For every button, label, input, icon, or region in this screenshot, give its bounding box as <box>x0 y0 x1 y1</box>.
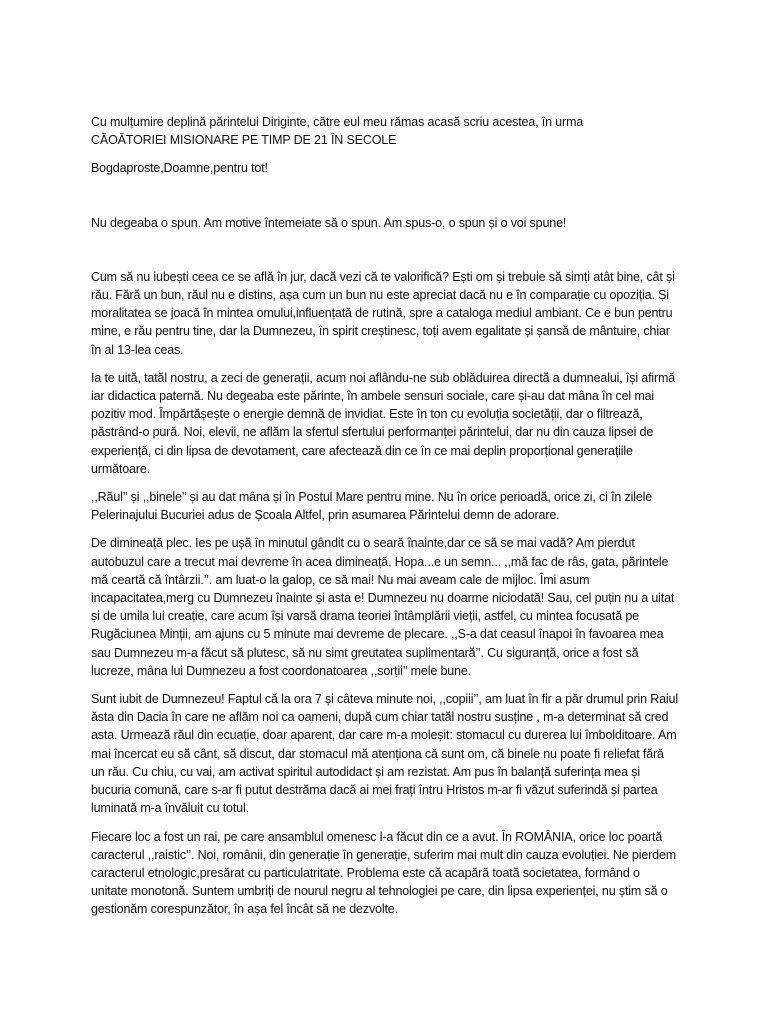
opening-statement: Nu degeaba o spun. Am motive întemeiate să o spun. Am spus-o, o spun și o voi spune! <box>91 215 567 230</box>
intro-line-2: CĂOĂTORIEI MISIONARE PE TIMP DE 21 ÎN SECOLE <box>91 133 397 148</box>
blessing-line: Bogdaproste,Doamne,pentru tot! <box>91 161 268 176</box>
document-body <box>91 113 679 929</box>
body-paragraph-1: Cum să nu iubești ceea ce se află în jur, dacă vezi că te valorifică? Ești om și trebuie să simți atât bine, cât și rău. Fără un bun, răul nu e distins, așa cum un bun nu este apreciat dacă nu e în comparație cu opoziția. Și moralitatea se joacă în mintea omului,influențată de rutină, spre a cataloga mediul ambiant. Ce e bun pentru mine, e rău pentru tine, dar la Dumnezeu, în spirit creștinesc, toți avem egalitate și șansă de mântuire, chiar în al 13-lea ceas. <box>91 269 675 357</box>
body-paragraph-2: Ia te uită, tatăl nostru, a zeci de generații, acum noi aflându-ne sub oblăduirea directă a dumnealui, își afirmă iar didactica paternă. Nu degeaba este părinte, în ambele sensuri sociale, care și-au dat mâna în cel mai pozitiv mod. Împărtășește o energie demnă de invidiat. Este în ton cu evoluția societății, dar o filtrează, păstrând-o pură. Noi, elevii, ne aflăm la sfertul sfertului performanței părintelui, dar nu din cauza lipsei de experiență, ci din lipsa de devotament, care afectează din ce în ce mai deplin proporțional generațiile următoare. <box>91 370 676 476</box>
body-paragraph-3: ,,Răul’’ și ,,binele’’ și au dat mâna și în Postul Mare pentru mine. Nu în orice perioadă, orice zi, ci în zilele Pelerinajului Bucuriei adus de Școala Altfel, prin asumarea Părintelui demn de adorare. <box>91 490 653 523</box>
intro-dedication <box>91 113 679 149</box>
body-paragraph-4: De dimineață plec. Ies pe ușă în minutul gândit cu o seară înainte,dar ce să se mai vadă? Am pierdut autobuzul care a trecut mai devreme în acea dimineață. Hopa...e un semn... ,,mă fac de râs, gata, părintele mă ceartă că întârzii.’’. am luat-o la galop, ce să mai! Nu mai aveam cale de mijloc. Îmi asum incapacitatea,merg cu Dumnezeu înainte și asta e! Dumnezeu nu doarme niciodată! Sau, cel puțin nu a uitat și de umila lui creație, care acum își varsă drama teoriei întâmplării vieții, astfel, cu mintea focusată pe Rugăciunea Minții, am ajuns cu 5 minute mai devreme de plecare. ,,S-a dat ceasul înapoi în favoarea mea sau Dumnezeu m-a făcut să plutesc, să nu simt greutatea suplimentară’’. Cu siguranță, orice a fost să lucreze, mâna lui Dumnezeu a fost coordonatoarea ,,sorții’’ mele bune. <box>91 536 675 678</box>
body-paragraph-6: Fiecare loc a fost un rai, pe care ansamblul omenesc l-a făcut din ce a avut. În ROMÂNIA, orice loc poartă caracterul ,,raistic’’. Noi, românii, din generație în generație, suferim mai mult din cauza evoluției. Ne pierdem caracterul etnologic,presărat cu particulatritate. Problema este că acapără toată societatea, formând o unitate monotonă. Suntem umbriți de nourul negru al tehnologiei pe care, din lipsa experienței, nu știm să o gestionăm corespunzător, în așa fel încât să ne dezvolte. <box>91 829 677 917</box>
body-paragraph-5: Sunt iubit de Dumnezeu! Faptul că la ora 7 și câteva minute noi, ,,copiii’’, am luat în fir a păr drumul prin Raiul ăsta din Dacia în care ne aflăm noi ca oameni, după cum chiar tatăl nostru susține , m-a determinat să cred asta. Urmează răul din ecuație, doar aparent, dar care m-a moleșit: stomacul cu durerea lui îmbolditoare. Am mai încercat eu să cânt, să discut, dar stomacul mă atenționa că sunt om, că binele nu poate fi reliefat fără un rău. Cu chiu, cu vai, am activat spiritul autodidact și am rezistat. Am pus în balanță suferința mea și bucuria comună, care s-ar fi putut destrăma dacă ai mei frați întru Hristos m-ar fi văzut suferindă și partea luminată m-a învăluit cu totul. <box>91 692 678 816</box>
intro-line-1: Cu mulțumire deplină părintelui Diriginte, către eul meu rămas acasă scriu acestea, în urma <box>91 115 584 129</box>
